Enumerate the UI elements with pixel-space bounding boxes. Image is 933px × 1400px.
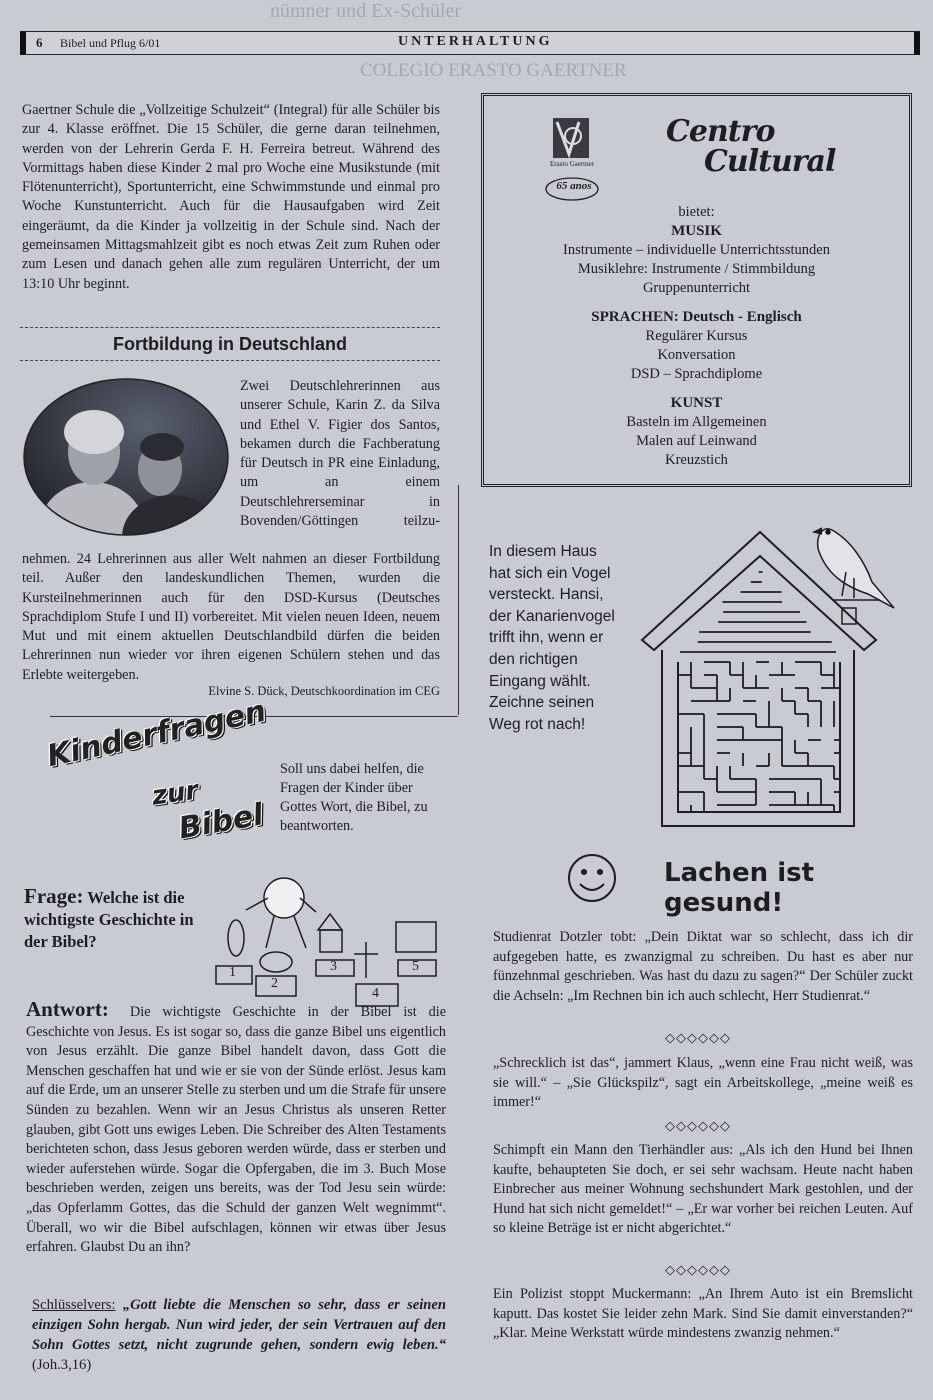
frage-label: Frage: (24, 884, 84, 908)
podium-number-2: 2 (271, 976, 278, 991)
musik-line-3: Gruppenunterricht (642, 280, 751, 296)
logo-years: 65 anos (556, 180, 592, 192)
podium-illustration (206, 868, 442, 1008)
jokes-title: Lachen ist gesund! (664, 858, 815, 918)
joke-separator-3: ◇◇◇◇◇◇ (665, 1262, 731, 1277)
verse-label: Schlüsselvers: (32, 1297, 116, 1313)
centro-logo-word: Centro (666, 114, 775, 149)
fortbildung-text-side: Zwei Deutschlehrerinnen aus unserer Schule, Karin Z. da Silva und Ethel V. Figier dos Santos, bekamen durch die Fachberatung für Deutsch in PR eine Einladung, um an einem Deutschlehrerseminar in Bovenden/Göttingen teilzu- (240, 378, 440, 530)
sprachen-title: SPRACHEN: Deutsch - Englisch (591, 309, 802, 325)
sprachen-line-2: Konversation (657, 347, 736, 363)
section-title: UNTERHALTUNG (398, 34, 553, 49)
maze-house (632, 512, 910, 842)
musik-line-1: Instrumente – individuelle Unterrichtsstunden (563, 242, 830, 258)
antwort-label: Antwort: (26, 997, 109, 1021)
centro-cultural-box (481, 93, 912, 487)
fortbildung-signature: Elvine S. Dück, Deutschkoordination im CEG (208, 684, 440, 698)
maze-instructions: In diesem Haus hat sich ein Vogel versteckt. Hansi, der Kanarienvogel trifft ihn, wenn er den richtigen Eingang wählt. Zeichne seinen Weg rot nach! (489, 543, 615, 733)
kinderfragen-logo-line3: Bibel (176, 797, 267, 847)
smiley-icon (566, 852, 618, 904)
bleed-text-2: COLEGIO ERASTO GAERTNER (360, 60, 627, 81)
musik-line-2: Musiklehre: Instrumente / Stimmbildung (577, 261, 816, 277)
sprachen-line-3: DSD – Sprachdiplome (630, 366, 763, 382)
joke-separator-1: ◇◇◇◇◇◇ (665, 1030, 731, 1045)
musik-title: MUSIK (671, 223, 722, 239)
joke-2: „Schrecklich ist das“, jammert Klaus, „wenn eine Frau nicht weiß, was sie will.“ – „Sie Glückspilz“, sagt ein Arbeitskollege, „meine weiß es immer!“ (493, 1055, 913, 1111)
kinderfragen-logo-line1: Kinderfragen (44, 693, 270, 775)
teachers-photo (22, 377, 230, 537)
kinderfragen-intro: Soll uns dabei helfen, die Fragen der Kinder über Gottes Wort, die Bibel, zu beantworten. (280, 761, 428, 834)
joke-separator-2: ◇◇◇◇◇◇ (665, 1118, 731, 1133)
kunst-line-2: Malen auf Leinwand (636, 433, 757, 449)
kunst-line-1: Basteln im Allgemeinen (626, 414, 767, 430)
antwort-body: Die wichtigste Geschichte in der Bibel ist die Geschichte von Jesus. Es ist sogar so, dass die ganze Bibel uns eigentlich von Jesus erzählt. Die ganze Bibel handelt davon, dass Gott die Menschen geschaffen hat und wie er sie von der Sünde erlöst. Jesus kam auf die Erde, um an unserer Stelle zu sterben und um die Strafe für unsere Sünden zu bezahlen. Wenn wir an Jesus Christus als unseren Retter glauben, gibt Gott uns ewiges Leben. Die Schreiber des Alten Testaments berichteten schon, dass Jesus geboren werden würde, dass er sterben und wieder auferstehen würde. Sogar die Opfergaben, die im 3. Buch Mose beschrieben werden, zeigen uns bereits, was der Tod Jesu sein würde: „das Opferlamm Gottes, das die Schuld der ganzen Welt wegnimmt“. Überall, wo wir die Bibel aufschlagen, können wir etwas über Jesus erfahren. Glaubst Du an ihn? (26, 1004, 446, 1256)
page-header (20, 31, 920, 55)
joke-1: Studienrat Dotzler tobt: „Dein Diktat war so schlecht, dass ich dir aufgegeben hatte, es zwanzigmal zu schreiben. Du hast es aber nur fünzehnmal geschrieben. Was hast du dazu zu sagen?“ Der Schüler zuckt die Achseln: „Im Rechnen bin ich auch schlecht, Herr Studienrat.“ (493, 929, 913, 1004)
podium-number-4: 4 (372, 986, 379, 1001)
verse-block (32, 1295, 446, 1375)
fortbildung-side-rule (458, 485, 459, 715)
bleed-text-1: nümner und Ex-Schüler (270, 0, 462, 22)
podium-number-5: 5 (412, 959, 419, 974)
kinderfragen-logo-line2: zur (150, 775, 201, 812)
verse-text: „Gott liebte die Menschen so sehr, dass er seinen einzigen Sohn hergab. Nun wird jeder, der sein Vertrauen auf den Sohn Gottes setzt, nicht zugrunde gehen, sondern ewig leben.“ (32, 1297, 446, 1353)
antwort-text (26, 1003, 446, 1283)
podium-number-3: 3 (330, 959, 337, 974)
magazine-title: Bibel und Pflug 6/01 (60, 36, 161, 50)
frage-block (24, 885, 200, 953)
fortbildung-text-below: nehmen. 24 Lehrerinnen aus aller Welt nahmen an dieser Fortbildung teil. Außer den landeskundlichen Themen, wurden die Kursteilnehmerinnen auch für den DSD-Kursus (Deutsches Sprachdiplom Stufe I und II) vorbereitet. Mit vielen neuen Ideen, neuem Mut und mit einem aktuellen Deutschlandbild dürfen die beiden Lehrerinnen nun wieder vor ihren eigenen Schülern stehen und das Erlebte weitergeben. (22, 551, 440, 683)
kunst-title: KUNST (670, 395, 723, 411)
kunst-line-3: Kreuzstich (665, 452, 728, 468)
canary-bird (814, 528, 894, 608)
page-number: 6 (36, 35, 43, 50)
sprachen-line-1: Regulärer Kursus (645, 328, 748, 344)
verse-reference: (Joh.3,16) (32, 1357, 92, 1373)
bietet-text: bietet: (678, 204, 715, 220)
joke-3: Schimpft ein Mann den Tierhändler aus: „Als ich den Hund bei Ihnen kaufte, behaupteten Sie doch, er sei sehr wachsam. Heute nacht haben Einbrecher aus meiner Wohnung sechshundert Mark gestohlen, und der Hund hat sich nicht gemeldet!“ – „Er war vorher bei reichen Leuten. Auf so kleine Beträge ist er nicht abgerichtet.“ (493, 1142, 913, 1237)
joke-4: Ein Polizist stoppt Muckermann: „An Ihrem Auto ist ein Bremslicht kaputt. Das kostet Sie leider zehn Mark. Sind Sie damit einverstanden?“ „Klar. Meine Werkstatt würde mindestens zwanzig nehmen.“ (493, 1286, 913, 1342)
fortbildung-heading: Fortbildung in Deutschland (20, 327, 440, 361)
podium-number-1: 1 (229, 965, 236, 980)
intro-paragraph: Gaertner Schule die „Vollzeitige Schulzeit“ (Integral) für alle Schüler bis zur 4. Klasse eröffnet. Die 15 Schüler, die gerne daran teilnehmen, werden von der Lehrerin Gerda F. H. Ferreira betreut. Während des Vormittags haben diese Kinder 2 mal pro Woche eine Musikstunde (mit Flötenunterricht), Sportunterricht, eine Schwimmstunde und einmal pro Woche Kunstunterricht. Auch für die Hausaufgaben wird Zeit eingeräumt, da die Kinder ja vollzeitig in der Schule sind. Nach der gemeinsamen Mittagsmahlzeit gibt es noch etwas Zeit zum Ruhen oder zum Lesen und danach gehen alle zum regulären Unterricht, der um 13:10 Uhr beginnt. (22, 102, 440, 292)
cultural-logo-word: Cultural (704, 144, 836, 179)
logo-top-text: Erasto Gaertner (549, 160, 595, 168)
frage-text: Welche ist die wichtigste Geschichte in der Bibel? (24, 888, 194, 951)
school-logo (539, 106, 609, 204)
